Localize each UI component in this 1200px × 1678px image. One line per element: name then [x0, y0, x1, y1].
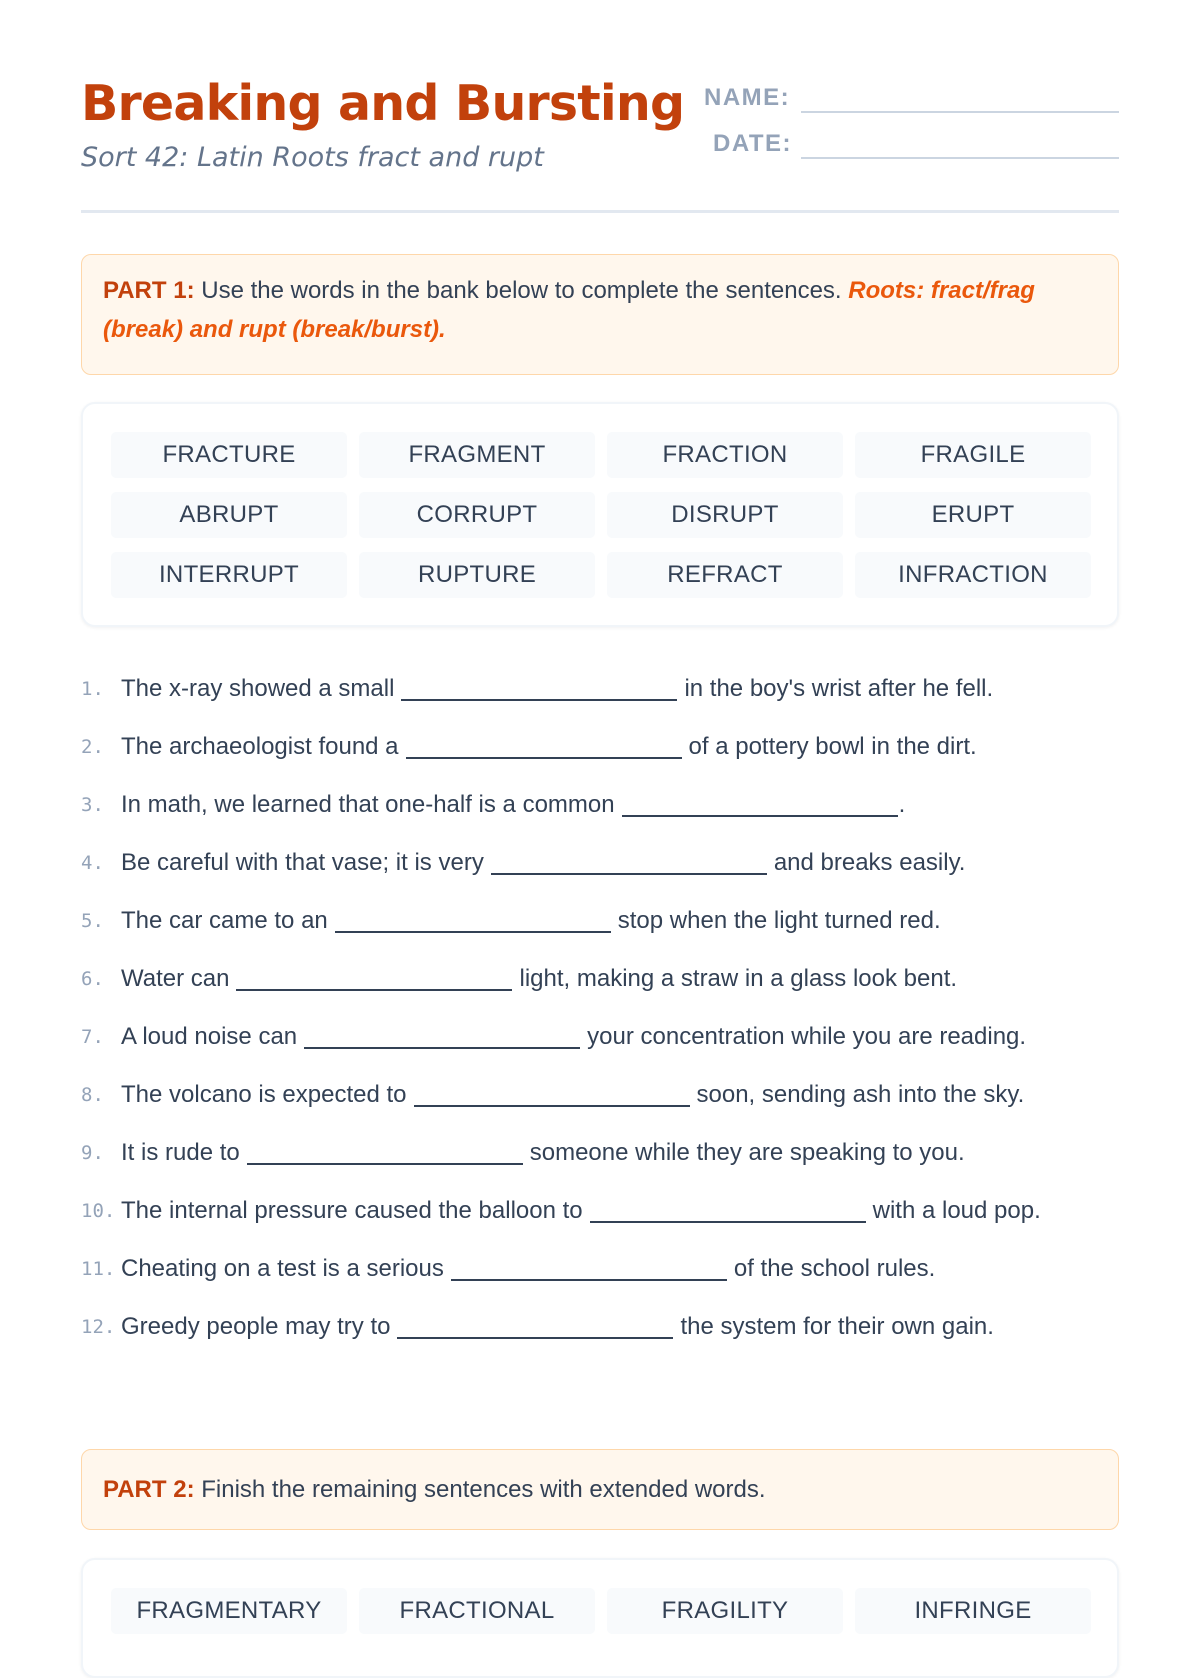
sentence-number: 4.: [81, 852, 104, 874]
answer-blank[interactable]: [304, 1047, 580, 1049]
part2-label: PART 2:: [103, 1476, 195, 1503]
page-title: Breaking and Bursting: [81, 75, 685, 132]
sentence-number: 5.: [81, 910, 104, 932]
sentence-text-after: of a pottery bowl in the dirt.: [688, 733, 977, 760]
sentence-item: [81, 1298, 1119, 1356]
answer-blank[interactable]: [247, 1163, 523, 1165]
word-bank-2-grid: [111, 1588, 1091, 1634]
sentence-text-after: and breaks easily.: [773, 849, 966, 876]
sentence-number: 12.: [81, 1316, 116, 1338]
sentence-text-after: in the boy's wrist after he fell.: [684, 675, 994, 702]
sentence-number: 9.: [81, 1142, 104, 1164]
sentence-text-before: It is rude to: [121, 1139, 240, 1166]
sentence-text-before: Greedy people may try to: [121, 1313, 391, 1340]
sentence-item: [81, 718, 1119, 776]
sentence-number: 10.: [81, 1200, 116, 1222]
word-chip: FRACTIONAL: [359, 1588, 595, 1634]
sentence-text-before: Water can: [121, 965, 230, 992]
sentence-text-after: light, making a straw in a glass look bent.: [519, 965, 958, 992]
part1-instructions: [81, 254, 1119, 375]
sentence-item: [81, 1124, 1119, 1182]
name-line: [801, 111, 1119, 113]
date-line: [801, 157, 1119, 159]
sentence-text-after: with a loud pop.: [872, 1197, 1041, 1224]
sentence-text-before: The volcano is expected to: [121, 1081, 407, 1108]
part2-instruction-text: Finish the remaining sentences with extended words.: [194, 1476, 766, 1503]
word-bank-1-grid: [111, 432, 1091, 598]
answer-blank[interactable]: [414, 1105, 690, 1107]
sentence-item: [81, 950, 1119, 1008]
worksheet-page: [81, 0, 1119, 1624]
word-chip: FRACTURE: [111, 432, 347, 478]
answer-blank[interactable]: [622, 815, 898, 817]
sentence-text-after: stop when the light turned red.: [617, 907, 941, 934]
page-subtitle: Sort 42: Latin Roots fract and rupt: [81, 142, 544, 173]
part2-instructions: [81, 1449, 1119, 1530]
sentence-number: 2.: [81, 736, 104, 758]
answer-blank[interactable]: [491, 873, 767, 875]
word-chip: DISRUPT: [607, 492, 843, 538]
sentence-item: [81, 892, 1119, 950]
sentence-text-before: In math, we learned that one-half is a common: [121, 791, 615, 818]
sentence-text-after: .: [898, 791, 906, 818]
answer-blank[interactable]: [451, 1279, 727, 1281]
sentence-text-after: the system for their own gain.: [680, 1313, 994, 1340]
sentence-item: [81, 776, 1119, 834]
word-chip: ERUPT: [855, 492, 1091, 538]
sentence-text-before: The x-ray showed a small: [121, 675, 395, 702]
word-chip: INFRINGE: [855, 1588, 1091, 1634]
part1-instruction-text: Use the words in the bank below to complete the sentences.: [194, 277, 849, 304]
word-chip: ABRUPT: [111, 492, 347, 538]
sentence-text-before: The car came to an: [121, 907, 328, 934]
sentence-number: 11.: [81, 1258, 116, 1280]
word-bank-2: [81, 1558, 1119, 1678]
sentence-text-after: someone while they are speaking to you.: [529, 1139, 965, 1166]
answer-blank[interactable]: [335, 931, 611, 933]
sentence-item: [81, 1008, 1119, 1066]
sentence-item: [81, 660, 1119, 718]
sentence-text-before: The archaeologist found a: [121, 733, 399, 760]
word-chip: FRACTION: [607, 432, 843, 478]
word-chip: FRAGILITY: [607, 1588, 843, 1634]
sentence-text-before: The internal pressure caused the balloon to: [121, 1197, 583, 1224]
word-bank-1: [81, 402, 1119, 627]
sentence-text-after: of the school rules.: [733, 1255, 936, 1282]
answer-blank[interactable]: [590, 1221, 866, 1223]
date-label: DATE:: [713, 130, 793, 157]
sentence-text-after: your concentration while you are reading.: [587, 1023, 1027, 1050]
word-chip: FRAGMENTARY: [111, 1588, 347, 1634]
sentence-text-before: A loud noise can: [121, 1023, 298, 1050]
answer-blank[interactable]: [397, 1337, 673, 1339]
word-chip: REFRACT: [607, 552, 843, 598]
sentence-number: 6.: [81, 968, 104, 990]
name-label: NAME:: [704, 84, 791, 111]
sentence-number: 3.: [81, 794, 104, 816]
sentence-item: [81, 1240, 1119, 1298]
worksheet-header: [81, 72, 1119, 213]
part1-roots: Roots: fract/frag (break) and rupt (break/burst).: [103, 277, 1035, 343]
sentence-text-before: Cheating on a test is a serious: [121, 1255, 444, 1282]
sentence-text-after: soon, sending ash into the sky.: [696, 1081, 1025, 1108]
sentence-number: 7.: [81, 1026, 104, 1048]
sentence-item: [81, 834, 1119, 892]
sentence-number: 8.: [81, 1084, 104, 1106]
word-chip: INTERRUPT: [111, 552, 347, 598]
word-chip: RUPTURE: [359, 552, 595, 598]
answer-blank[interactable]: [406, 757, 682, 759]
word-chip: FRAGMENT: [359, 432, 595, 478]
sentence-text-before: Be careful with that vase; it is very: [121, 849, 484, 876]
answer-blank[interactable]: [401, 699, 677, 701]
word-chip: CORRUPT: [359, 492, 595, 538]
sentence-item: [81, 1066, 1119, 1124]
part1-label: PART 1:: [103, 277, 195, 304]
sentence-list: [81, 660, 1119, 1356]
answer-blank[interactable]: [236, 989, 512, 991]
sentence-number: 1.: [81, 678, 104, 700]
sentence-item: [81, 1182, 1119, 1240]
word-chip: INFRACTION: [855, 552, 1091, 598]
word-chip: FRAGILE: [855, 432, 1091, 478]
